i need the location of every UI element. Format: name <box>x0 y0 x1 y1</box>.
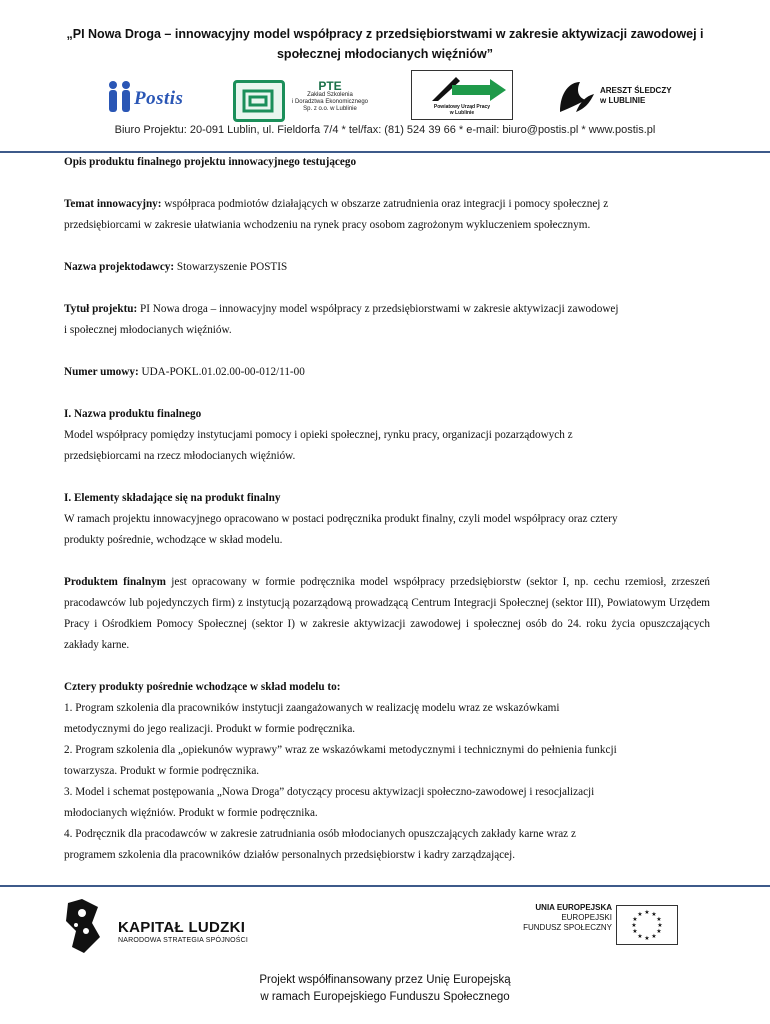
pup-arrow-icon <box>412 71 512 105</box>
project-title-line2: i społecznej młodocianych więźniów. <box>64 324 232 336</box>
intermediate-products-title: Cztery produkty pośrednie wchodzące w skład modelu to: <box>64 681 341 693</box>
final-product-label: Produktem finalnym <box>64 576 167 588</box>
kapital-ludzki-emblem-icon <box>62 897 102 955</box>
pte-line3: Sp. z o.o. w Lublinie <box>303 106 357 112</box>
svg-text:★: ★ <box>644 909 650 916</box>
document-header-title <box>40 24 730 64</box>
cofinancing-line2: w ramach Europejskiego Funduszu Społecznego <box>260 991 510 1003</box>
pup-logo <box>411 70 513 120</box>
svg-text:★: ★ <box>657 922 663 929</box>
svg-text:★: ★ <box>637 933 643 940</box>
pup-line2: w Lublinie <box>449 110 475 116</box>
cofinancing-line1: Projekt współfinansowany przez Unię Europejską <box>259 974 511 986</box>
topic-line2: przedsiębiorcami w zakresie ułatwiania wchodzeniu na rynek pracy osobom zagrożonym wykluczeniem społecznym. <box>64 219 591 231</box>
list-item-4-line1: 4. Podręcznik dla pracodawców w zakresie zatrudniania osób młodocianych opuszczających zakłady karne wraz z <box>64 828 576 840</box>
svg-text:★: ★ <box>632 916 638 923</box>
list-item-3-line2: młodocianych więźniów. Produkt w formie podręcznika. <box>64 807 318 819</box>
eu-line2: EUROPEJSKI <box>561 913 612 922</box>
contract-value: UDA-POKL.01.02.00-00-012/11-00 <box>138 366 305 378</box>
section1-line1: Model współpracy pomiędzy instytucjami pomocy i opieki społecznej, rynku pracy, organizacji pozarządowych z <box>64 429 573 441</box>
funding-logos <box>0 893 770 963</box>
pte-logo <box>233 80 379 118</box>
contract-paragraph <box>64 362 710 383</box>
list-item-2-line2: towarzysza. Produkt w formie podręcznika. <box>64 765 260 777</box>
svg-text:★: ★ <box>656 928 662 935</box>
partner-logos <box>0 70 770 120</box>
eu-line3: FUNDUSZ SPOŁECZNY <box>523 923 612 932</box>
postis-figures-icon <box>106 80 134 114</box>
areszt-logo <box>556 78 676 118</box>
svg-text:★: ★ <box>637 911 643 918</box>
pup-line1: Powiatowy Urząd Pracy <box>433 104 491 110</box>
kapital-ludzki-title: KAPITAŁ LUDZKI <box>118 919 246 936</box>
pte-emblem-icon <box>233 80 285 122</box>
intermediate-products-list <box>64 698 710 866</box>
eu-line1: UNIA EUROPEJSKA <box>535 903 612 912</box>
cofinancing-note <box>40 972 730 1006</box>
list-item-1-line2: metodycznymi do jego realizacji. Produkt w formie podręcznika. <box>64 723 356 735</box>
document-heading: Opis produktu finalnego projektu innowacyjnego testującego <box>64 156 357 168</box>
svg-text:★: ★ <box>651 933 657 940</box>
applicant-value: Stowarzyszenie POSTIS <box>174 261 288 273</box>
header-title-line2: społecznej młodocianych więźniów” <box>276 47 493 61</box>
topic-paragraph <box>64 194 710 215</box>
section2-line1: W ramach projektu innowacyjnego opracowano w postaci podręcznika produkt finalny, czyli model współpracy oraz cztery <box>64 513 618 525</box>
postis-wordmark: Postis <box>134 88 184 109</box>
kapital-ludzki-subtitle: NARODOWA STRATEGIA SPÓJNOŚCI <box>118 937 249 944</box>
list-item-3-line1: 3. Model i schemat postępowania „Nowa Droga” dotyczący procesu aktywizacji społeczno-zawodowej i resocjalizacji <box>64 786 595 798</box>
pte-name: PTE <box>318 79 342 93</box>
list-item-1-line1: 1. Program szkolenia dla pracowników instytucji zaangażowanych w realizację modelu wraz ze wskazówkami <box>64 702 560 714</box>
project-office-contact: Biuro Projektu: 20-091 Lublin, ul. Fieldorfa 7/4 * tel/fax: (81) 524 39 66 * e-mail: biuro@postis.pl * www.postis.pl <box>114 124 656 136</box>
areszt-emblem-icon <box>556 78 596 116</box>
applicant-paragraph <box>64 257 710 278</box>
section2-title: I. Elementy składające się na produkt finalny <box>64 492 281 504</box>
areszt-line2: w LUBLINIE <box>600 96 646 105</box>
svg-text:★: ★ <box>651 911 657 918</box>
list-item-2-line1: 2. Program szkolenia dla „opiekunów wyprawy” wraz ze wskazówkami metodycznymi i technicznymi do pełnienia funkcji <box>64 744 617 756</box>
postis-logo <box>106 80 198 114</box>
list-item-4-line2: programem szkolenia dla pracowników działów personalnych przedsiębiorstw i kadry zarządzającej. <box>64 849 516 861</box>
topic-line1: współpraca podmiotów działających w obszarze zatrudnienia oraz integracji i pomocy społecznej z <box>161 198 609 210</box>
areszt-line1: ARESZT ŚLEDCZY <box>600 86 672 95</box>
header-title-line1: „PI Nowa Droga – innowacyjny model współpracy z przedsiębiorstwami w zakresie aktywizacji zawodowej i <box>66 27 704 41</box>
svg-text:★: ★ <box>631 922 637 929</box>
final-product-paragraph <box>64 572 710 656</box>
svg-text:★: ★ <box>632 928 638 935</box>
topic-label: Temat innowacyjny: <box>64 198 162 210</box>
kapital-ludzki-logo <box>62 897 282 955</box>
section2-line2: produkty pośrednie, wchodzące w skład modelu. <box>64 534 283 546</box>
contract-label: Numer umowy: <box>64 366 139 378</box>
applicant-label: Nazwa projektodawcy: <box>64 261 175 273</box>
section1-title: I. Nazwa produktu finalnego <box>64 408 202 420</box>
final-product-text: jest opracowany w formie podręcznika model współpracy przedsiębiorstw (sektor I, np. cechu rzemiosł, zrzeszeń pracodawców lub pojedynczych firm) z instytucją pozarządową prowadzącą Centrum Integracji Społecznej (sektor III), Powiatowym Urzędem Pracy i Ośrodkiem Pomocy Społecznej (sektor I) w zakresie aktywizacji zawodowej i społecznej osób do 24. roku życia opuszczających zakłady karne. <box>64 576 711 651</box>
eu-flag-icon <box>616 905 678 945</box>
svg-text:★: ★ <box>656 916 662 923</box>
document-body <box>64 152 710 866</box>
pte-line1: Zakład Szkolenia <box>307 92 353 98</box>
svg-text:★: ★ <box>644 935 650 942</box>
eu-text <box>500 903 612 933</box>
section1-line2: przedsiębiorcami na rzecz młodocianych więźniów. <box>64 450 296 462</box>
project-title-paragraph <box>64 299 710 320</box>
project-title-line1: PI Nowa droga – innowacyjny model współpracy z przedsiębiorstwami w zakresie aktywizacji zawodowej <box>137 303 619 315</box>
pte-line2: i Doradztwa Ekonomicznego <box>291 99 369 105</box>
footer-divider <box>0 885 770 887</box>
project-title-label: Tytuł projektu: <box>64 303 138 315</box>
